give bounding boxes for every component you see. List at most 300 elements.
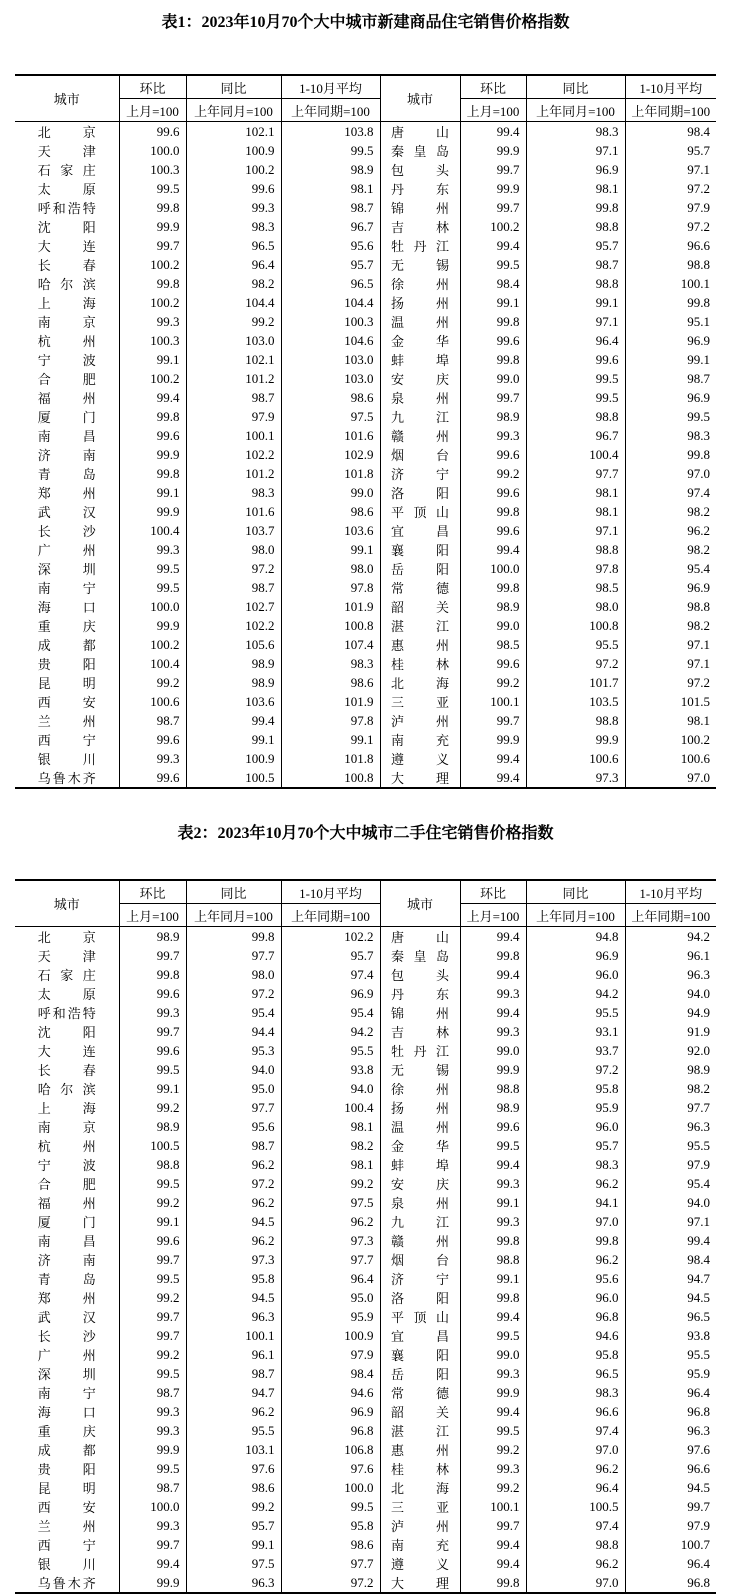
city-name: 南京 <box>37 1120 96 1135</box>
value-cell: 99.2 <box>119 1098 186 1117</box>
city-cell <box>380 1478 460 1497</box>
table-row <box>15 1383 716 1402</box>
value-cell: 96.2 <box>186 1155 281 1174</box>
value-cell: 97.7 <box>186 1098 281 1117</box>
value-cell: 100.5 <box>119 1136 186 1155</box>
value-cell: 99.5 <box>119 179 186 198</box>
value-cell: 99.2 <box>119 1288 186 1307</box>
city-name: 沈阳 <box>37 220 96 235</box>
col-subheader-avg-base-right: 上年同期=100 <box>625 904 716 927</box>
city-cell <box>380 616 460 635</box>
table-row <box>15 597 716 616</box>
value-cell: 99.6 <box>526 350 625 369</box>
value-cell: 99.1 <box>186 1535 281 1554</box>
value-cell: 96.0 <box>526 1288 625 1307</box>
value-cell: 95.7 <box>281 255 380 274</box>
value-cell: 98.8 <box>687 256 710 272</box>
city-name: 南充 <box>391 733 449 748</box>
city-cell <box>380 1383 460 1402</box>
city-cell <box>15 1212 119 1231</box>
value-cell: 97.9 <box>687 199 710 215</box>
city-cell <box>380 1174 460 1193</box>
value-cell: 94.2 <box>687 928 710 944</box>
city-cell <box>380 692 460 711</box>
col-header-mom-right: 环比 <box>460 880 526 904</box>
city-cell <box>380 255 460 274</box>
value-cell: 103.6 <box>281 521 380 540</box>
city-name: 韶关 <box>391 1405 449 1420</box>
city-name: 宁波 <box>37 1158 96 1173</box>
city-name: 丹东 <box>391 182 449 197</box>
value-cell: 99.3 <box>460 1212 526 1231</box>
value-cell: 97.5 <box>281 407 380 426</box>
value-cell: 99.4 <box>460 236 526 255</box>
value-cell: 99.3 <box>119 540 186 559</box>
value-cell: 99.4 <box>460 1402 526 1421</box>
value-cell: 99.5 <box>281 1497 380 1516</box>
city-name: 惠州 <box>391 638 449 653</box>
value-cell: 98.3 <box>186 217 281 236</box>
value-cell: 99.9 <box>460 730 526 749</box>
value-cell: 99.4 <box>186 711 281 730</box>
table-row <box>15 1516 716 1535</box>
value-cell: 100.0 <box>119 597 186 616</box>
value-cell: 97.6 <box>186 1459 281 1478</box>
table-row <box>15 1231 716 1250</box>
value-cell: 96.2 <box>186 1231 281 1250</box>
city-cell <box>15 122 119 142</box>
value-cell: 98.3 <box>281 654 380 673</box>
value-cell: 98.8 <box>526 274 625 293</box>
value-cell: 100.1 <box>460 692 526 711</box>
city-cell <box>380 1231 460 1250</box>
value-cell: 97.2 <box>186 559 281 578</box>
table-header <box>15 880 716 927</box>
value-cell: 99.5 <box>119 1364 186 1383</box>
city-name: 石家庄 <box>37 968 96 983</box>
city-cell <box>380 965 460 984</box>
value-cell: 97.9 <box>281 1345 380 1364</box>
city-cell <box>380 1193 460 1212</box>
city-name: 大理 <box>391 1576 449 1591</box>
value-cell: 98.5 <box>526 578 625 597</box>
value-cell: 102.1 <box>186 122 281 142</box>
city-name: 赣州 <box>391 429 449 444</box>
city-name: 湛江 <box>391 619 449 634</box>
city-cell <box>380 388 460 407</box>
city-cell <box>15 635 119 654</box>
city-name: 宁波 <box>37 353 96 368</box>
city-cell <box>15 502 119 521</box>
table-row <box>15 236 716 255</box>
city-name: 北海 <box>391 676 449 691</box>
value-cell: 97.7 <box>281 1250 380 1269</box>
city-name: 大连 <box>37 239 96 254</box>
value-cell: 95.5 <box>526 1003 625 1022</box>
value-cell: 98.1 <box>526 179 625 198</box>
value-cell: 99.5 <box>119 1174 186 1193</box>
value-cell: 96.5 <box>186 236 281 255</box>
table-row <box>15 635 716 654</box>
value-cell: 98.8 <box>687 598 710 614</box>
value-cell: 99.1 <box>687 351 710 367</box>
city-cell <box>15 483 119 502</box>
city-name: 天津 <box>37 144 96 159</box>
city-name: 贵阳 <box>37 657 96 672</box>
value-cell: 99.9 <box>119 217 186 236</box>
value-cell: 96.5 <box>687 1308 710 1324</box>
city-name: 南昌 <box>37 1234 96 1249</box>
value-cell: 99.6 <box>119 1231 186 1250</box>
value-cell: 98.9 <box>687 1061 710 1077</box>
city-name: 天津 <box>37 949 96 964</box>
value-cell: 100.6 <box>680 750 710 766</box>
table-row <box>15 1364 716 1383</box>
table-row <box>15 1421 716 1440</box>
city-cell <box>15 312 119 331</box>
city-cell <box>380 540 460 559</box>
value-cell: 96.5 <box>526 1364 625 1383</box>
value-cell: 95.0 <box>186 1079 281 1098</box>
city-cell <box>15 1307 119 1326</box>
value-cell: 93.1 <box>526 1022 625 1041</box>
value-cell: 99.7 <box>119 946 186 965</box>
city-cell <box>15 984 119 1003</box>
value-cell: 102.9 <box>281 445 380 464</box>
value-cell: 97.1 <box>687 636 710 652</box>
value-cell: 97.8 <box>281 578 380 597</box>
city-cell <box>15 1459 119 1478</box>
value-cell: 99.8 <box>460 1231 526 1250</box>
city-name: 丹东 <box>391 987 449 1002</box>
city-name: 遵义 <box>391 1557 449 1572</box>
col-header-city-right: 城市 <box>380 75 460 122</box>
value-cell: 99.1 <box>460 1193 526 1212</box>
value-cell: 98.1 <box>526 502 625 521</box>
city-cell <box>15 1079 119 1098</box>
value-cell: 105.6 <box>186 635 281 654</box>
city-name: 蚌埠 <box>391 353 449 368</box>
table-row <box>15 255 716 274</box>
value-cell: 104.4 <box>281 293 380 312</box>
city-cell <box>380 1497 460 1516</box>
city-name: 西安 <box>37 695 96 710</box>
value-cell: 99.1 <box>119 483 186 502</box>
value-cell: 97.2 <box>687 180 710 196</box>
value-cell: 95.9 <box>281 1307 380 1326</box>
city-cell <box>15 1117 119 1136</box>
value-cell: 98.2 <box>687 617 710 633</box>
table1-title: 表1：2023年10月70个大中城市新建商品住宅销售价格指数 <box>161 14 570 31</box>
value-cell: 100.5 <box>186 768 281 788</box>
value-cell: 99.1 <box>186 730 281 749</box>
value-cell: 94.2 <box>526 984 625 1003</box>
value-cell: 98.3 <box>687 427 710 443</box>
value-cell: 96.2 <box>186 1193 281 1212</box>
value-cell: 107.4 <box>281 635 380 654</box>
value-cell: 103.6 <box>186 692 281 711</box>
value-cell: 98.8 <box>526 711 625 730</box>
city-name: 福州 <box>37 391 96 406</box>
city-cell <box>15 445 119 464</box>
city-cell <box>380 521 460 540</box>
value-cell: 97.6 <box>687 1441 710 1457</box>
city-name: 岳阳 <box>391 562 449 577</box>
value-cell: 99.9 <box>119 445 186 464</box>
table-row <box>15 388 716 407</box>
value-cell: 99.4 <box>460 122 526 142</box>
value-cell: 95.6 <box>186 1117 281 1136</box>
value-cell: 100.2 <box>460 217 526 236</box>
value-cell: 94.0 <box>687 985 710 1001</box>
city-name: 韶关 <box>391 600 449 615</box>
city-cell <box>15 350 119 369</box>
value-cell: 98.4 <box>460 274 526 293</box>
value-cell: 96.3 <box>186 1307 281 1326</box>
value-cell: 99.1 <box>281 730 380 749</box>
table-row <box>15 1269 716 1288</box>
value-cell: 97.0 <box>687 769 710 785</box>
table-row <box>15 1250 716 1269</box>
value-cell: 99.3 <box>460 1022 526 1041</box>
value-cell: 99.1 <box>119 350 186 369</box>
value-cell: 94.8 <box>526 927 625 947</box>
col-header-city-left: 城市 <box>15 75 119 122</box>
value-cell: 101.9 <box>281 597 380 616</box>
table2-title: 表2：2023年10月70个大中城市二手住宅销售价格指数 <box>177 825 554 842</box>
col-header-avg-left: 1-10月平均 <box>281 880 380 904</box>
value-cell: 99.0 <box>460 616 526 635</box>
value-cell: 99.5 <box>119 559 186 578</box>
value-cell: 99.6 <box>460 521 526 540</box>
value-cell: 99.8 <box>526 198 625 217</box>
value-cell: 97.1 <box>526 141 625 160</box>
city-cell <box>380 927 460 947</box>
value-cell: 100.4 <box>119 654 186 673</box>
value-cell: 100.9 <box>186 141 281 160</box>
value-cell: 96.2 <box>526 1250 625 1269</box>
value-cell: 98.9 <box>186 673 281 692</box>
value-cell: 98.7 <box>281 198 380 217</box>
value-cell: 101.7 <box>526 673 625 692</box>
city-cell <box>15 407 119 426</box>
table-row <box>15 692 716 711</box>
value-cell: 98.2 <box>687 1080 710 1096</box>
value-cell: 99.0 <box>460 1041 526 1060</box>
value-cell: 96.5 <box>281 274 380 293</box>
city-name: 洛阳 <box>391 1291 449 1306</box>
value-cell: 98.7 <box>186 388 281 407</box>
value-cell: 97.4 <box>281 965 380 984</box>
city-name: 昆明 <box>37 676 96 691</box>
table-header <box>15 75 716 122</box>
value-cell: 98.1 <box>687 712 710 728</box>
new-homes-price-index-table <box>15 74 716 789</box>
value-cell: 97.0 <box>526 1573 625 1593</box>
city-name: 太原 <box>37 182 96 197</box>
city-name: 赣州 <box>391 1234 449 1249</box>
col-header-yoy-left: 同比 <box>186 75 281 99</box>
col-header-city-left: 城市 <box>15 880 119 927</box>
city-cell <box>380 369 460 388</box>
city-name: 大连 <box>37 1044 96 1059</box>
city-cell <box>15 597 119 616</box>
city-name: 宜昌 <box>391 1329 449 1344</box>
value-cell: 103.0 <box>281 369 380 388</box>
value-cell: 99.0 <box>281 483 380 502</box>
city-name: 福州 <box>37 1196 96 1211</box>
value-cell: 100.1 <box>186 426 281 445</box>
city-cell <box>15 255 119 274</box>
table-row <box>15 1212 716 1231</box>
table-row <box>15 1497 716 1516</box>
value-cell: 95.4 <box>186 1003 281 1022</box>
value-cell: 95.8 <box>526 1079 625 1098</box>
value-cell: 98.6 <box>281 1535 380 1554</box>
city-name: 泸州 <box>391 1519 449 1534</box>
city-name: 九江 <box>391 410 449 425</box>
value-cell: 97.2 <box>526 654 625 673</box>
value-cell: 99.4 <box>460 1155 526 1174</box>
value-cell: 96.1 <box>687 947 710 963</box>
value-cell: 98.9 <box>460 597 526 616</box>
value-cell: 99.7 <box>119 236 186 255</box>
value-cell: 99.5 <box>526 388 625 407</box>
value-cell: 99.4 <box>460 1003 526 1022</box>
table-row <box>15 1402 716 1421</box>
city-cell <box>380 635 460 654</box>
city-name: 南宁 <box>37 1386 96 1401</box>
value-cell: 98.0 <box>186 540 281 559</box>
city-cell <box>15 1288 119 1307</box>
value-cell: 100.8 <box>281 768 380 788</box>
value-cell: 103.0 <box>281 350 380 369</box>
city-cell <box>380 1288 460 1307</box>
city-cell <box>15 1554 119 1573</box>
value-cell: 96.3 <box>687 1422 710 1438</box>
value-cell: 106.8 <box>281 1440 380 1459</box>
value-cell: 94.9 <box>687 1004 710 1020</box>
value-cell: 99.8 <box>460 502 526 521</box>
value-cell: 98.1 <box>526 483 625 502</box>
value-cell: 96.2 <box>687 522 710 538</box>
value-cell: 98.8 <box>526 217 625 236</box>
city-name: 包头 <box>391 163 449 178</box>
value-cell: 99.9 <box>119 502 186 521</box>
value-cell: 98.3 <box>526 122 625 142</box>
city-cell <box>15 1421 119 1440</box>
value-cell: 96.9 <box>526 160 625 179</box>
value-cell: 102.1 <box>186 350 281 369</box>
value-cell: 99.4 <box>460 749 526 768</box>
city-cell <box>15 1193 119 1212</box>
city-name: 襄阳 <box>391 543 449 558</box>
value-cell: 99.2 <box>460 673 526 692</box>
city-cell <box>15 946 119 965</box>
city-cell <box>15 673 119 692</box>
value-cell: 96.8 <box>687 1574 710 1590</box>
value-cell: 95.9 <box>526 1098 625 1117</box>
city-name: 金华 <box>391 334 449 349</box>
value-cell: 99.4 <box>460 965 526 984</box>
city-name: 北海 <box>391 1481 449 1496</box>
value-cell: 96.7 <box>526 426 625 445</box>
value-cell: 98.8 <box>119 1155 186 1174</box>
value-cell: 100.3 <box>281 312 380 331</box>
col-subheader-mom-base-left: 上月=100 <box>119 904 186 927</box>
value-cell: 96.0 <box>526 1117 625 1136</box>
city-cell <box>380 711 460 730</box>
city-cell <box>380 274 460 293</box>
value-cell: 97.1 <box>687 655 710 671</box>
city-name: 银川 <box>37 1557 96 1572</box>
value-cell: 99.5 <box>460 1136 526 1155</box>
value-cell: 97.1 <box>526 312 625 331</box>
value-cell: 102.7 <box>186 597 281 616</box>
value-cell: 96.2 <box>526 1554 625 1573</box>
value-cell: 95.6 <box>526 1269 625 1288</box>
value-cell: 97.4 <box>526 1516 625 1535</box>
value-cell: 97.3 <box>526 768 625 788</box>
value-cell: 97.8 <box>281 711 380 730</box>
city-cell <box>15 274 119 293</box>
value-cell: 96.0 <box>526 965 625 984</box>
value-cell: 98.5 <box>460 635 526 654</box>
value-cell: 99.6 <box>460 1117 526 1136</box>
value-cell: 99.9 <box>119 1440 186 1459</box>
city-cell <box>380 122 460 142</box>
value-cell: 100.3 <box>119 160 186 179</box>
value-cell: 99.1 <box>281 540 380 559</box>
value-cell: 99.4 <box>460 540 526 559</box>
value-cell: 100.2 <box>119 293 186 312</box>
city-name: 郑州 <box>37 1291 96 1306</box>
city-cell <box>380 1269 460 1288</box>
value-cell: 96.2 <box>526 1174 625 1193</box>
value-cell: 95.5 <box>687 1137 710 1153</box>
value-cell: 99.6 <box>119 1041 186 1060</box>
value-cell: 96.4 <box>687 1384 710 1400</box>
value-cell: 96.9 <box>281 984 380 1003</box>
city-cell <box>380 1307 460 1326</box>
value-cell: 99.7 <box>460 711 526 730</box>
city-name: 海口 <box>37 600 96 615</box>
city-cell <box>380 768 460 788</box>
value-cell: 99.9 <box>460 179 526 198</box>
city-name: 三亚 <box>391 1500 449 1515</box>
value-cell: 99.5 <box>119 1459 186 1478</box>
city-name: 海口 <box>37 1405 96 1420</box>
value-cell: 99.9 <box>460 1383 526 1402</box>
table-row <box>15 984 716 1003</box>
value-cell: 99.8 <box>119 407 186 426</box>
value-cell: 99.7 <box>119 1307 186 1326</box>
city-name: 南昌 <box>37 429 96 444</box>
value-cell: 99.4 <box>119 388 186 407</box>
city-name: 合肥 <box>37 1177 96 1192</box>
city-cell <box>15 1364 119 1383</box>
value-cell: 96.4 <box>687 1555 710 1571</box>
table-row <box>15 673 716 692</box>
value-cell: 99.7 <box>460 198 526 217</box>
value-cell: 99.4 <box>460 768 526 788</box>
value-cell: 99.1 <box>119 1212 186 1231</box>
city-name: 济南 <box>37 448 96 463</box>
value-cell: 100.0 <box>119 141 186 160</box>
city-cell <box>380 426 460 445</box>
city-cell <box>380 331 460 350</box>
col-header-avg-right: 1-10月平均 <box>625 75 716 99</box>
